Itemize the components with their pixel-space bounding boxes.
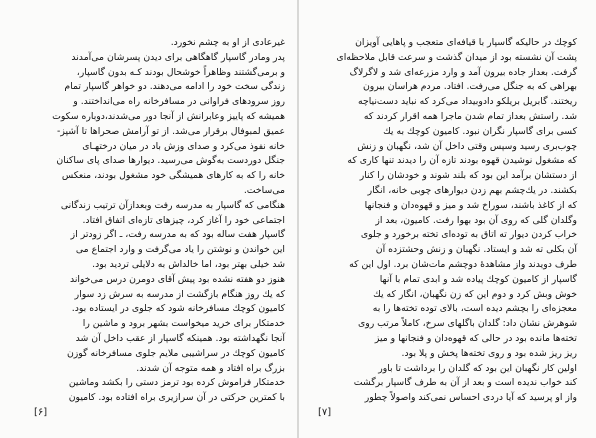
text-line: که مشغول نوشیدن قهوه بودند تازه آن را دیدند تنها کاری که bbox=[347, 155, 577, 167]
left-page bbox=[19, 36, 285, 404]
text-line: کامیون کوچك مسافرخانه شود که جلوی در ایستاده بود. bbox=[71, 303, 285, 315]
text-line: معجزه‌ای را بچشم دیده است، بالای توده تخته‌ها را به bbox=[372, 303, 577, 315]
text-line: جنگل دوردست به‌گوش می‌رسید. دیوارها صدای پای ساکنان bbox=[56, 155, 285, 167]
text-line: شد. راستش بعداز تمام شدن ماجرا همه اقرار کردند که bbox=[363, 110, 577, 122]
text-line: آن بکلی ته شد و ایستاد. نگهبان و زنش وحشتزده آن bbox=[375, 244, 577, 256]
text-line: خراب کردن دیوار ته اتاق به توده‌ای تخته برخورد و جلوی bbox=[360, 229, 577, 241]
text-line: خانه نفوذ می‌کرد و صدای وزش باد در میان درختهـای bbox=[82, 140, 285, 152]
text-line: خدمتکار برای خرید میخواست بشهر برود و ماشین را bbox=[82, 318, 285, 330]
text-line: هنگامی که گاسپار به مدرسه رفت وبعدازآن ترتیب زندگانی bbox=[60, 199, 285, 211]
text-line: بزرگ براه افتاد و همه متوجه آن شدند. bbox=[136, 362, 285, 374]
text-line: شد خیلی بهتر بود، اما خالداش به دلایلی تردید بود. bbox=[92, 258, 285, 270]
text-line: کوچك در حالیکه گاسپار با قیافه‌ای متعجب و پاهایی آویزان bbox=[355, 37, 577, 48]
text-line: خدمتکار فراموش کرده بود ترمز دستی را بکشد وماشین bbox=[68, 377, 285, 389]
text-line: گرفت. بعداز جاده بیرون آمد و وارد مزرعه‌ای شد و لاگرلاگ bbox=[349, 66, 577, 78]
text-line: ریختند. گابریل بریلکو دادوبیداد می‌کرد که نباید دست‌نیاچه bbox=[357, 96, 577, 108]
text-line: شوهرش نشان داد: گلدان باگلهای سرخ، کاملاً مرتب روی bbox=[357, 318, 577, 330]
text-line: خانه را که به کارهای همیشگی خود مشغول بودند، منعکس bbox=[61, 170, 285, 182]
text-line: اولین کار نگهبان این بود که گلدان را برداشت تا باور bbox=[378, 362, 577, 374]
text-line: گاسپار هفت ساله بود که به مدرسه رفت، ـ اگر زودتر از bbox=[70, 229, 285, 241]
text-line: طرف دویدند واز مشاهده‌ٔ دوچشم مات‌شان برد. اول این که bbox=[349, 258, 577, 270]
text-line: روز سرودهای فراوانی در مسافرخانه راه می‌انداختند. و bbox=[73, 96, 285, 108]
text-line: این خواندن و نوشتن را یاد می‌گرفت و وارد اجتماع می‌ bbox=[75, 244, 285, 256]
text-line: کامیون کوچك در سراشیبی ملایم جلوی مسافرخانه گوزن bbox=[66, 347, 285, 359]
text-line: می‌ساخت. bbox=[243, 184, 285, 196]
text-line: همیشه که پاییز وعابرانش از آنجا دور می‌شدند،دوباره سکوت bbox=[52, 110, 285, 122]
text-line: که از کاغذ باشند، سوراخ شد و میز و قهوه‌دان و فنجانها bbox=[364, 199, 577, 211]
left-page-text bbox=[19, 36, 285, 406]
left-page-number: [۶] bbox=[34, 407, 48, 418]
text-line: هنوز دو هفته نشده بود پیش آقای دومرن درس می‌خواند bbox=[69, 273, 285, 285]
text-line: آنجا نگهداشته بود. همینکه گاسپار از عقب داخل آن شد bbox=[75, 332, 285, 344]
text-line: تخته‌ها مانده بود در حالی که قهوه‌دان و فنجانها و میز bbox=[374, 332, 577, 344]
text-line: زندگی سخت خود را ادامه می‌دهند. دو خواهر گاسپار تمام bbox=[64, 81, 285, 93]
text-line: واز او پرسید که آیا دردی احساس نمی‌کند واصولاً چطور bbox=[364, 392, 577, 404]
text-line: که یك روز هنگام بازگشت از مدرسه به سرش زد سوار bbox=[74, 288, 285, 300]
text-line: چوب‌بری رسید وسپس وقتی داخل آن شد، نگهبان و زنش bbox=[357, 140, 577, 152]
text-line: بهراهی که به جنگل می‌رفت. افتاد. مردم هراسان بیرون bbox=[362, 81, 577, 93]
right-page-number: [۷] bbox=[318, 407, 332, 418]
text-line: کسی برای گاسپار نگران نبود. کامیون کوچك به یك bbox=[383, 125, 577, 137]
text-line: گاسپار از کامیون کوچك پیاده شد و ابدی تمام با آنها bbox=[379, 273, 577, 285]
text-line: پدر ومادر گاسپار گاهگاهی برای دیدن پسرشان می‌آمدند bbox=[71, 51, 285, 63]
text-line: خوش وبش کرد و دوم این که زن نگهبان، انگار که یك bbox=[373, 288, 577, 300]
text-line: از دستشان برآمد این بود که بلند شوند و خودشان را کنار bbox=[359, 170, 577, 182]
book-gutter bbox=[297, 0, 299, 438]
text-line: عمیق لمبوفال برقرار می‌شد. از تو آرامش صحراها تا آشپز- bbox=[56, 125, 285, 137]
text-line: اجتماعی خود را آغاز کرد، چیزهای تازه‌ای اتفاق افتاد. bbox=[82, 214, 285, 226]
text-line: ریز ریز شده بود و روی تخته‌ها پخش و پلا بود. bbox=[401, 347, 577, 359]
text-line: کند خواب ندیده است و بعد از آن به طرف گاسپار برگشت bbox=[353, 377, 577, 389]
text-line: غیرعادی از او به چشم نخورد. bbox=[170, 37, 285, 48]
text-line: با کمترین حرکتی در آن سرازیری براه افتاده بود. کامیون bbox=[68, 392, 285, 404]
text-line: پشت آن نشسته بود از میدان گذشت و سرعت قابل ملاحظه‌ای bbox=[336, 51, 577, 63]
right-page-text bbox=[311, 36, 577, 406]
text-line: وگلدان گلی که روی آن بود بهوا رفت. کامیون، بعد از bbox=[375, 214, 577, 226]
text-line: و برمی‌گشتند وظاهراً خوشحال بودند کـه بدون گاسپار، bbox=[76, 66, 285, 78]
text-line: بکشند. در یك‌چشم بهم زدن دیوارهای چوبی خانه، انگار bbox=[367, 184, 577, 196]
right-page bbox=[311, 36, 577, 404]
